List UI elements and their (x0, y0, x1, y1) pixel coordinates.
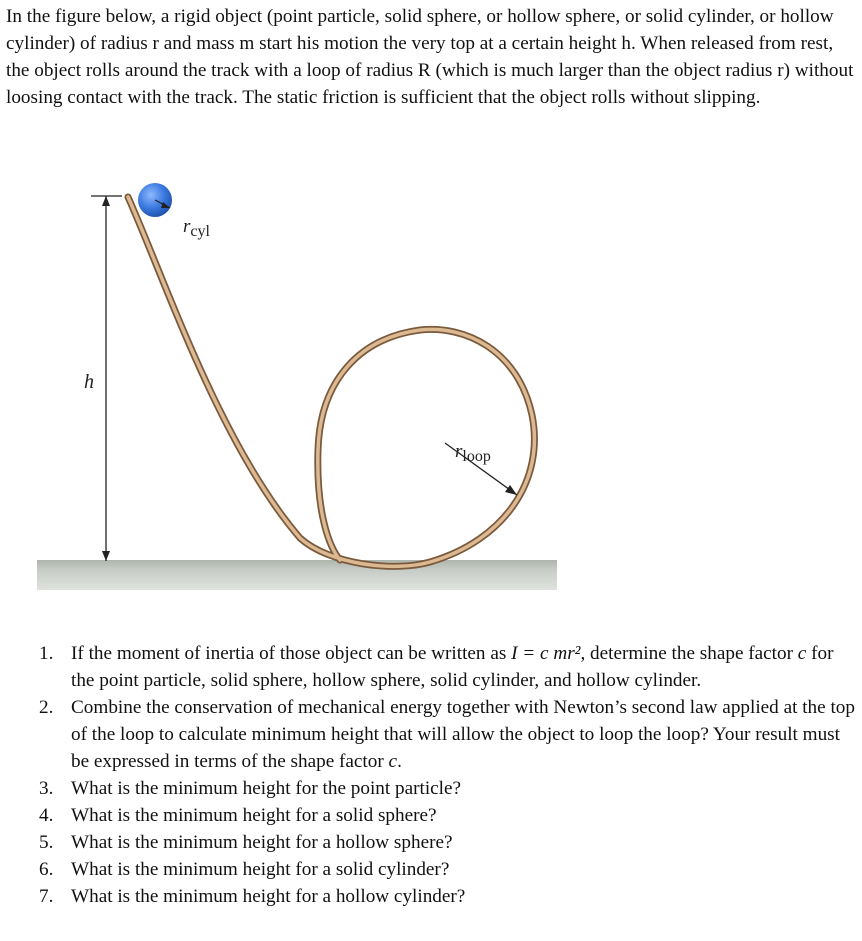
question-item-4 (0, 802, 862, 829)
question-list (0, 640, 862, 910)
shape-factor-symbol: c (388, 751, 398, 772)
r-cyl-label (183, 216, 211, 240)
problem-statement: In the figure below, a rigid object (point particle, solid sphere, or hollow sphere, or solid cylinder, or hollow cylinder) of radius r and mass m start his motion the very top at a certain height h. When released from rest, the object rolls around the track with a loop of radius R (which is much larger than the object radius r) without loosing contact with the track. The static friction is sufficient that the object rolls without slipping. (6, 6, 854, 108)
figure-svg (0, 160, 862, 620)
r-loop-label (455, 441, 491, 465)
height-label: h (84, 371, 94, 393)
shape-factor-symbol: c (797, 643, 807, 664)
question-item-1 (0, 640, 862, 694)
question-item-7 (0, 883, 862, 910)
question-number: 4. (39, 805, 54, 826)
question-number: 6. (39, 859, 54, 880)
question-number: 2. (39, 697, 54, 718)
loop-the-loop-figure (0, 160, 862, 620)
question-item-6 (0, 856, 862, 883)
question-text: . (397, 751, 402, 772)
question-text: What is the minimum height for a hollow cylinder? (71, 886, 466, 907)
question-text: If the moment of inertia of those object can be written as (71, 643, 512, 664)
question-text: What is the minimum height for a hollow sphere? (71, 832, 453, 853)
question-item-2 (0, 694, 862, 775)
track (128, 197, 534, 566)
question-number: 7. (39, 886, 54, 907)
question-item-3 (0, 775, 862, 802)
question-item-5 (0, 829, 862, 856)
r-cyl-subscript: cyl (190, 223, 210, 240)
inertia-formula: I = c mr² (511, 643, 581, 664)
question-text: , determine the shape factor (580, 643, 798, 664)
question-text: for the point particle, solid sphere, hollow sphere, solid cylinder, and hollow cylinder. (71, 643, 834, 691)
question-number: 3. (39, 778, 54, 799)
height-indicator (91, 196, 122, 561)
ground (37, 560, 557, 590)
question-text: What is the minimum height for the point particle? (71, 778, 462, 799)
question-number: 5. (39, 832, 54, 853)
r-cyl-symbol: r (183, 216, 191, 237)
r-loop-symbol: r (455, 441, 463, 462)
question-text: Combine the conservation of mechanical energy together with Newton’s second law applied at the top of the loop to calculate minimum height that will allow the object to loop the loop? Your result must be expressed in terms of the shape factor (71, 697, 855, 772)
question-text: What is the minimum height for a solid cylinder? (71, 859, 450, 880)
question-text: What is the minimum height for a solid sphere? (71, 805, 437, 826)
question-number: 1. (39, 643, 54, 664)
r-loop-subscript: loop (462, 448, 491, 465)
